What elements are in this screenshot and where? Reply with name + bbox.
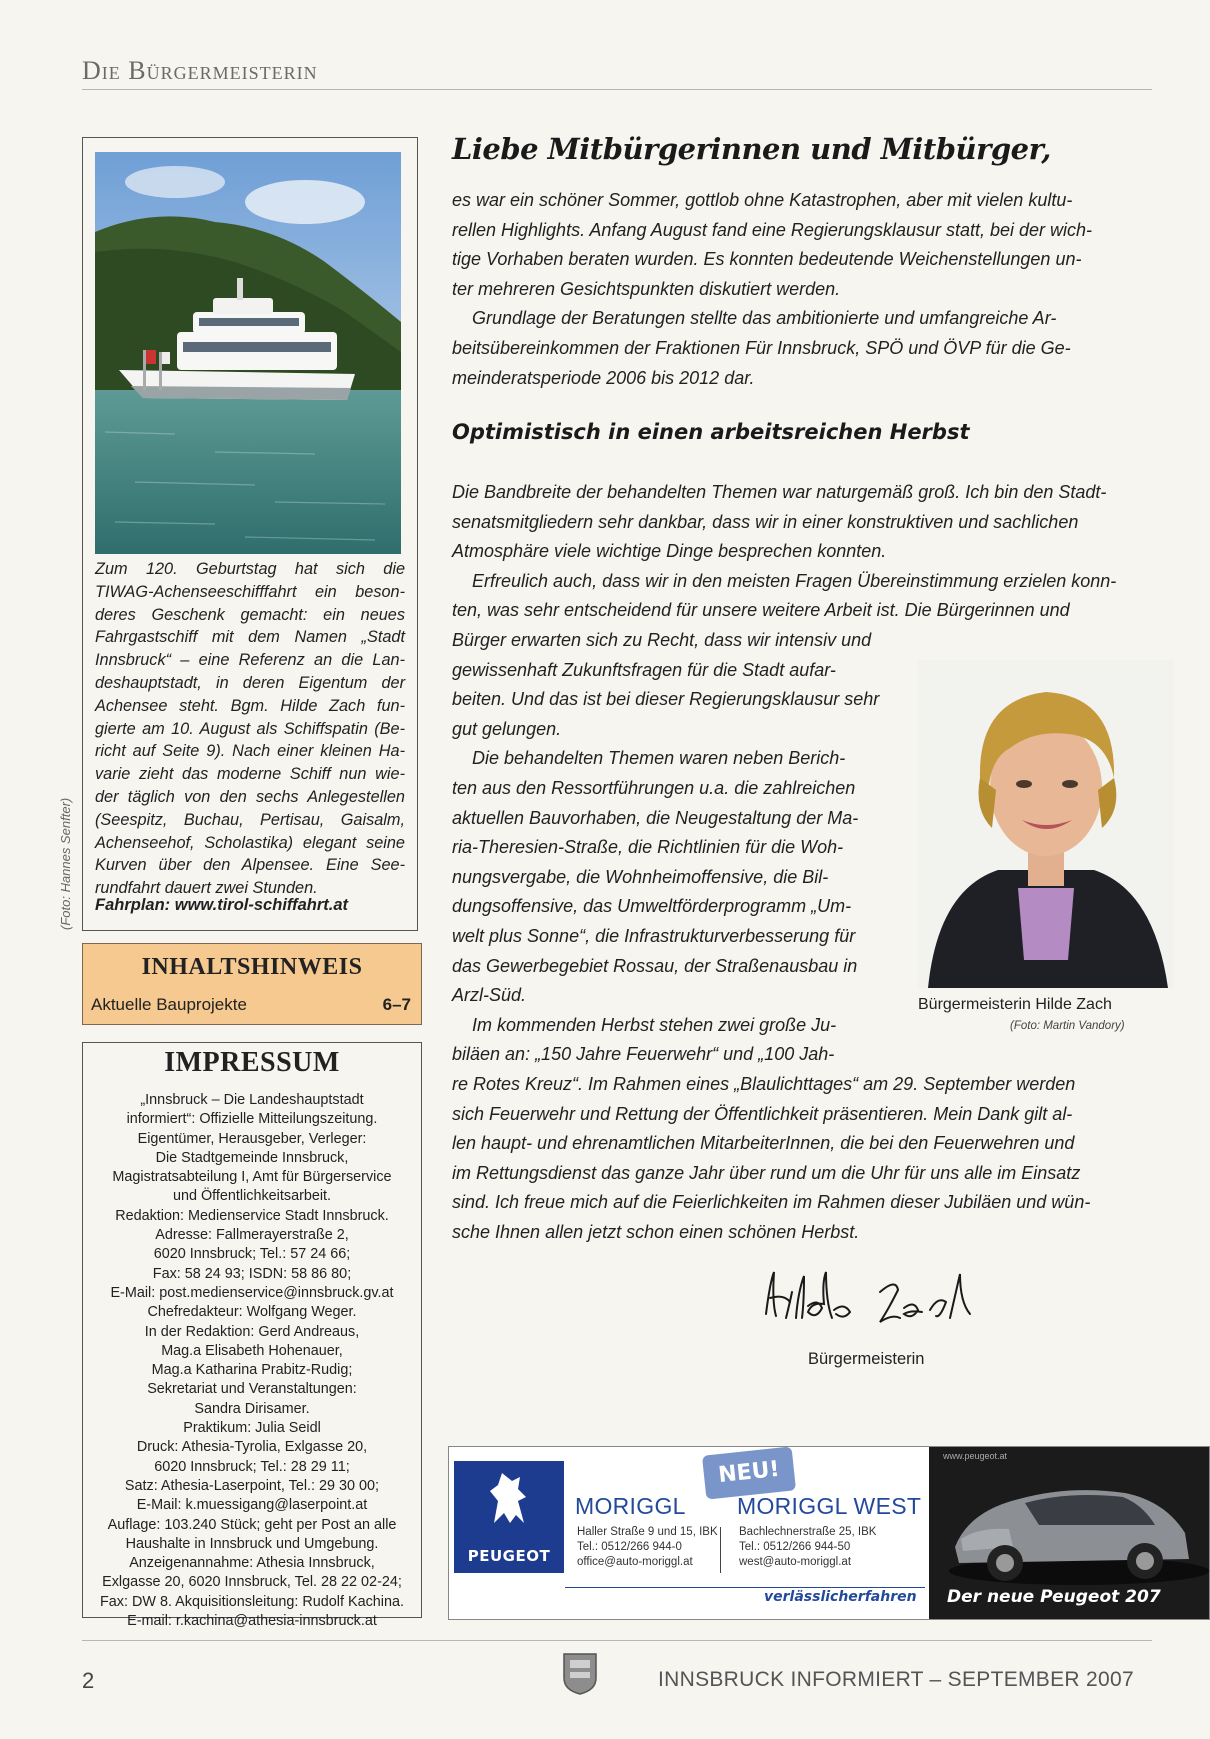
- body-line: Atmosphäre viele wichtige Dinge besprechen konnten.: [452, 541, 887, 562]
- article-intro: [452, 186, 1152, 393]
- body-line: das Gewerbegebiet Rossau, der Straßenausbau in: [452, 955, 858, 976]
- impressum-line: Satz: Athesia-Laserpoint, Tel.: 29 30 00;: [124, 1477, 380, 1494]
- mayor-portrait: [918, 660, 1174, 988]
- body-line: sind. Ich freue mich auf die Feierlichkeiten im Rahmen dieser Jubiläen und wün-: [452, 1192, 1091, 1213]
- footer-rule: [82, 1640, 1152, 1641]
- impressum-line: Adresse: Fallmerayerstraße 2,: [155, 1227, 349, 1244]
- body-line: sich Feuerwehr und Rettung der Öffentlichkeit präsentieren. Mein Dank gilt al-: [452, 1103, 1073, 1124]
- body-line: sche Ihnen allen jetzt schon einen schönen Herbst.: [452, 1221, 860, 1242]
- body-line: Erfreulich auch, dass wir in den meisten Fragen Übereinstimmung erzielen konn-: [452, 570, 1117, 591]
- impressum-line: 6020 Innsbruck; Tel.: 28 29 11;: [154, 1458, 350, 1475]
- body-line: len haupt- und ehrenamtlichen MitarbeiterInnen, die bei den Feuerwehren und: [452, 1133, 1075, 1154]
- caption-line: Zum 120. Geburtstag hat sich die: [95, 560, 405, 578]
- contents-item-label: Aktuelle Bauprojekte: [91, 995, 247, 1014]
- caption-line: TIWAG-Achenseeschifffahrt ein beson-: [95, 582, 405, 601]
- body-line: aktuellen Bauvorhaben, die Neugestaltung der Ma-: [452, 807, 859, 828]
- impressum-line: Sandra Dirisamer.: [194, 1400, 310, 1417]
- caption-line: Fahrgastschiff mit dem Namen „Stadt: [95, 628, 405, 647]
- impressum-line: informiert“: Offizielle Mitteilungszeitung.: [126, 1111, 378, 1128]
- impressum-line: Fax: DW 8. Akquisitionsleitung: Rudolf Kachina.: [100, 1593, 404, 1610]
- impressum-box: [82, 1042, 422, 1630]
- contents-item[interactable]: [91, 995, 411, 1015]
- body-line: Arzl-Süd.: [452, 985, 527, 1006]
- lion-icon: [454, 1461, 564, 1541]
- caption-line: varie zieht das moderne Schiff nun wie-: [95, 765, 405, 784]
- body-line: Im kommenden Herbst stehen zwei große Ju-: [452, 1014, 837, 1035]
- impressum-line: und Öffentlichkeitsarbeit.: [172, 1188, 332, 1205]
- body-line: Bürger erwarten sich zu Recht, dass wir intensiv und: [452, 630, 872, 650]
- article-body-full: [452, 478, 1152, 626]
- header-rule: [82, 89, 1152, 90]
- dealer-moriggl-west-name: MORIGGL WEST: [737, 1493, 922, 1519]
- article-body-end: [452, 1070, 1152, 1248]
- impressum-line: Mag.a Elisabeth Hohenauer,: [161, 1342, 343, 1359]
- body-line: dungsoffensive, das Umweltförderprogramm „Um-: [452, 896, 852, 917]
- ship-photo: [95, 152, 401, 554]
- body-line: ria-Theresien-Straße, die Richtlinien für die Woh-: [452, 837, 844, 858]
- impressum-line: Mag.a Katharina Prabitz-Rudig;: [151, 1362, 353, 1379]
- impressum-line: Die Stadtgemeinde Innsbruck,: [155, 1149, 349, 1166]
- dealer-moriggl-address: Haller Straße 9 und 15, IBK Tel.: 0512/266 944-0 office@auto-moriggl.at: [577, 1526, 718, 1568]
- impressum-email[interactable]: E-mail: r.kachina@athesia-innsbruck.at: [127, 1613, 377, 1630]
- peugeot-ad[interactable]: [448, 1446, 1210, 1620]
- impressum-body: [85, 1091, 419, 1631]
- intro-line: rellen Highlights. Anfang August fand eine Regierungsklausur statt, bei der wich-: [452, 219, 1093, 240]
- intro-line: es war ein schöner Sommer, gottlob ohne Katastrophen, aber mit vielen kultu-: [452, 190, 1073, 210]
- impressum-line: Redaktion: Medienservice Stadt Innsbruck.: [115, 1207, 389, 1224]
- portrait-credit: (Foto: Martin Vandory): [1010, 1020, 1125, 1032]
- impressum-line: „Innsbruck – Die Landeshauptstadt: [140, 1092, 364, 1108]
- article-headline: Liebe Mitbürgerinnen und Mitbürger,: [452, 132, 1051, 166]
- intro-line: tige Vorhaben beraten wurden. Es konnten bedeutende Weichenstellungen un-: [452, 249, 1082, 270]
- caption-line: richt auf Seite 9). Nach einer kleinen Ha-: [95, 742, 405, 761]
- dealer-moriggl-west-address: Bachlechnerstraße 25, IBK Tel.: 0512/266 944-50 west@auto-moriggl.at: [739, 1526, 877, 1568]
- body-line: welt plus Sonne“, die Infrastrukturverbesserung für: [452, 925, 856, 946]
- caption-line: (Seespitz, Buchau, Pertisau, Gaisalm,: [95, 810, 405, 829]
- footer-title: INNSBRUCK INFORMIERT – SEPTEMBER 2007: [658, 1668, 1134, 1691]
- contents-title: INHALTSHINWEIS: [141, 954, 363, 980]
- caption-line: Achensee steht. Bgm. Hilde Zach fun-: [95, 696, 405, 715]
- ship-photo-box: [82, 137, 418, 931]
- body-line: re Rotes Kreuz“. Im Rahmen eines „Blaulichttages“ am 29. September werden: [452, 1074, 1076, 1094]
- dealer-divider: [720, 1527, 721, 1573]
- impressum-email[interactable]: E-Mail: post.medienservice@innsbruck.gv.at: [110, 1284, 394, 1301]
- intro-line: beitsübereinkommen der Fraktionen Für Innsbruck, SPÖ und ÖVP für die Ge-: [452, 337, 1071, 358]
- new-badge: NEU!: [702, 1446, 796, 1499]
- intro-line: Grundlage der Beratungen stellte das ambitionierte und umfangreiche Ar-: [452, 308, 1057, 329]
- caption-line: der täglich von den sechs Anlegestellen: [95, 787, 405, 806]
- slogan-rule: [565, 1587, 925, 1588]
- fahrplan-link[interactable]: Fahrplan: www.tirol-schiffahrt.at: [95, 896, 349, 914]
- body-line: Die behandelten Themen waren neben Berich-: [452, 748, 846, 769]
- section-title: Die Bürgermeisterin: [82, 56, 318, 85]
- impressum-line: 6020 Innsbruck; Tel.: 57 24 66;: [153, 1246, 351, 1263]
- ad-tagline: Der neue Peugeot 207: [947, 1587, 1161, 1607]
- body-line: ten aus den Ressortführungen u.a. die zahlreichen: [452, 777, 856, 798]
- impressum-line: Magistratsabteilung I, Amt für Bürgerservice: [112, 1169, 392, 1186]
- impressum-line: Fax: 58 24 93; ISDN: 58 86 80;: [152, 1265, 352, 1282]
- impressum-line: Sekretariat und Veranstaltungen:: [147, 1381, 357, 1398]
- impressum-line: Exlgasse 20, 6020 Innsbruck, Tel. 28 22 02-24;: [102, 1574, 402, 1591]
- ship-caption: [95, 558, 405, 900]
- impressum-line: Chefredakteur: Wolfgang Weger.: [147, 1304, 357, 1321]
- impressum-email[interactable]: E-Mail: k.muessigang@laserpoint.at: [136, 1497, 368, 1514]
- caption-line: Innsbruck“ – eine Referenz an die Lan-: [95, 651, 405, 670]
- caption-line: deres Geschenk gemacht: ein neues: [95, 605, 405, 624]
- article-body-narrow: [452, 626, 902, 1070]
- contents-box: [82, 943, 422, 1025]
- impressum-line: Auflage: 103.240 Stück; geht per Post an alle: [107, 1516, 397, 1533]
- caption-line: Achenseehof, Scholastika) elegant seine: [95, 833, 405, 852]
- contents-item-pages: 6–7: [382, 995, 411, 1014]
- page-number: 2: [82, 1668, 95, 1693]
- impressum-line: In der Redaktion: Gerd Andreaus,: [144, 1323, 360, 1340]
- impressum-line: Eigentümer, Herausgeber, Verleger:: [137, 1130, 367, 1147]
- caption-line: deshauptstadt, in deren Eigentum der: [95, 673, 405, 692]
- mayor-signature: [760, 1262, 980, 1336]
- body-line: Die Bandbreite der behandelten Themen war naturgemäß groß. Ich bin den Stadt-: [452, 482, 1107, 502]
- impressum-line: Haushalte in Innsbruck und Umgebung.: [125, 1535, 379, 1552]
- ad-url[interactable]: www.peugeot.at: [943, 1451, 1008, 1461]
- impressum-line: Druck: Athesia-Tyrolia, Exlgasse 20,: [136, 1439, 368, 1456]
- caption-line: Kurven über den Alpensee. Eine See-: [95, 856, 405, 875]
- body-line: beiten. Und das ist bei dieser Regierungsklausur sehr: [452, 689, 880, 710]
- article-subheading: Optimistisch in einen arbeitsreichen Herbst: [452, 420, 970, 444]
- body-line: gut gelungen.: [452, 718, 562, 739]
- intro-line: ter mehreren Gesichtspunkten diskutiert werden.: [452, 278, 841, 299]
- body-line: ten, was sehr entscheidend für unsere weitere Arbeit ist. Die Bürgerinnen und: [452, 600, 1070, 621]
- intro-line: meinderatsperiode 2006 bis 2012 dar.: [452, 367, 755, 388]
- ad-car-panel: [929, 1447, 1210, 1620]
- body-line: im Rettungsdienst das ganze Jahr über rund um die Uhr für uns alle im Einsatz: [452, 1162, 1081, 1183]
- impressum-line: Anzeigenannahme: Athesia Innsbruck,: [129, 1555, 375, 1572]
- body-line: gewissenhaft Zukunftsfragen für die Stadt aufar-: [452, 659, 836, 680]
- body-line: nungsvergabe, die Wohnheimoffensive, die Bil-: [452, 866, 829, 887]
- ad-slogan: verlässlicherfahren: [764, 1589, 917, 1605]
- innsbruck-crest-icon: [562, 1652, 598, 1700]
- caption-line: gierte am 10. August als Schiffspatin (Be-: [95, 719, 405, 738]
- peugeot-logo: [454, 1461, 564, 1573]
- caption-line: rundfahrt dauert zwei Stunden.: [95, 879, 318, 898]
- portrait-caption: Bürgermeisterin Hilde Zach: [918, 996, 1112, 1013]
- ship-photo-credit: (Foto: Hannes Senfter): [58, 797, 73, 930]
- impressum-line: Praktikum: Julia Seidl: [183, 1420, 321, 1437]
- impressum-title: IMPRESSUM: [164, 1047, 340, 1078]
- body-line: senatsmitgliedern sehr dankbar, dass wir in einer konstruktiven und sachlichen: [452, 511, 1079, 532]
- body-line: biläen an: „150 Jahre Feuerwehr“ und „100 Jah-: [452, 1044, 835, 1065]
- dealer-moriggl-name: MORIGGL: [575, 1493, 686, 1519]
- signature-label: Bürgermeisterin: [808, 1350, 925, 1368]
- peugeot-brand: PEUGEOT: [467, 1547, 551, 1565]
